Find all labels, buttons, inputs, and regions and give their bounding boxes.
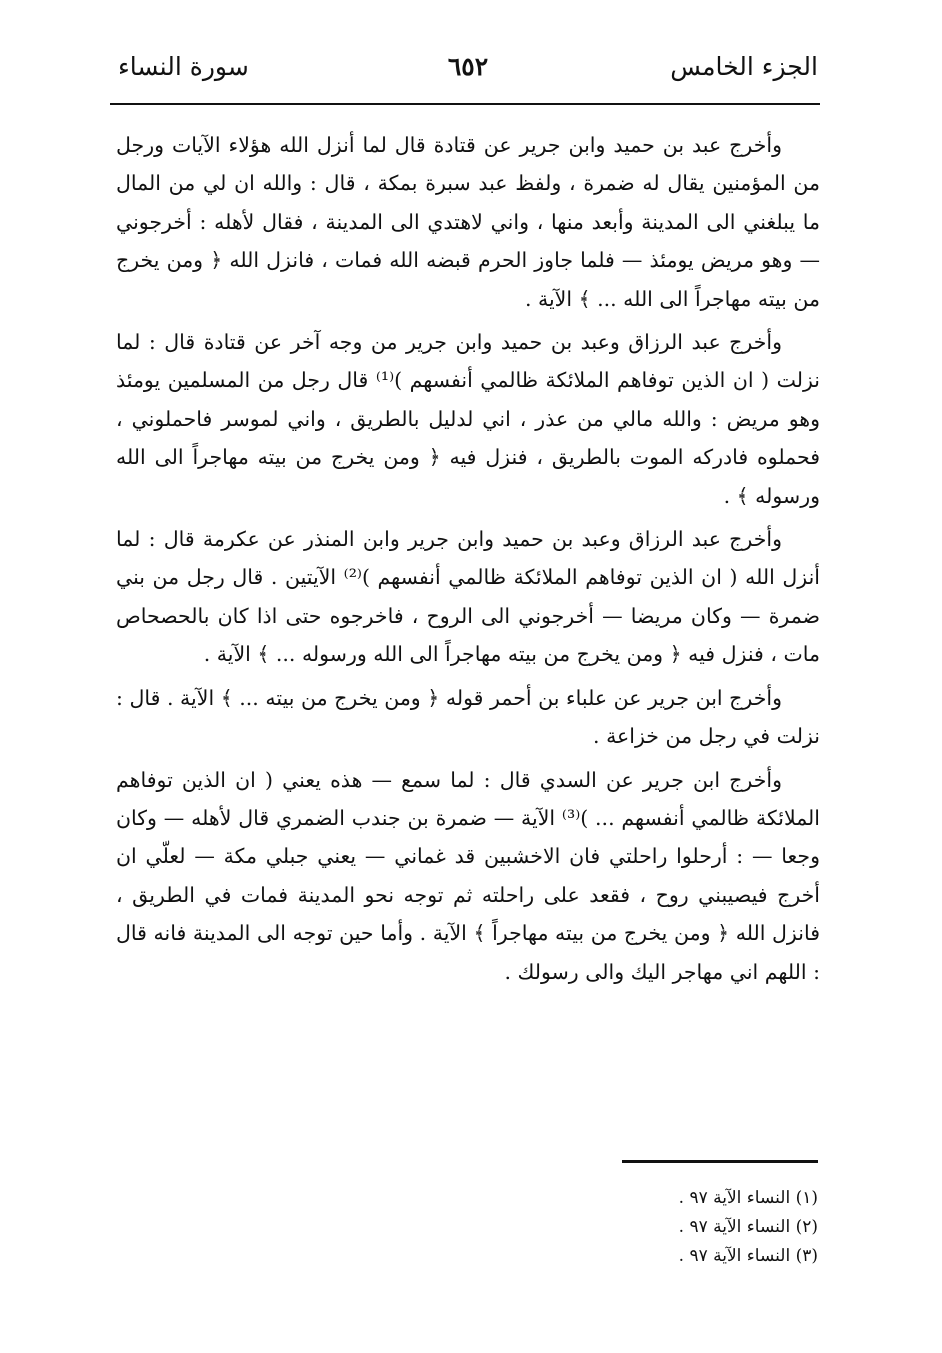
paragraph: وأخرج ابن جرير عن السدي قال : لما سمع — هذه يعني ( ان الذين توفاهم الملائكة ظالمي أنفسهم ... )⁽³⁾ الآية — ضمرة بن جندب الضمري قال لأهله — وكان وجعا — : أرحلوا راحلتي فان الاخشبين قد غماني — يعني جبلي مكة — لعلّي ان أخرج فيصيبني روح ، فقعد على راحلته ثم توجه نحو المدينة فمات في الطريق ، فانزل الله ﴿ ومن يخرج من بيته مهاجراً ﴾ الآية . وأما حين توجه الى المدينة فانه قال : اللهم اني مهاجر اليك والى رسولك .: [116, 767, 820, 984]
footnote: (٢) النساء الآية ٩٧ .: [678, 1217, 818, 1237]
header-divider: [110, 103, 820, 105]
page-number: ٦٥٢: [447, 52, 489, 81]
paragraph: وأخرج عبد الرزاق وعبد بن حميد وابن جرير من وجه آخر عن قتادة قال : لما نزلت ( ان الذين توفاهم الملائكة ظالمي أنفسهم )⁽¹⁾ قال رجل من المسلمين يومئذ وهو مريض : والله مالي من عذر ، اني لدليل بالطريق ، واني لموسر فاحملوني ، فحملوه فادركه الموت بالطريق ، فنزل فيه ﴿ ومن يخرج من بيته مهاجراً الى الله ورسوله ﴾ .: [116, 330, 820, 508]
paragraph: وأخرج ابن جرير عن علباء بن أحمر قوله ﴿ ومن يخرج من بيته ... ﴾ الآية . قال : نزلت في رجل من خزاعة .: [116, 685, 820, 749]
footnote: (١) النساء الآية ٩٧ .: [678, 1188, 818, 1208]
paragraph: وأخرج عبد الرزاق وعبد بن حميد وابن جرير وابن المنذر عن عكرمة قال : لما أنزل الله ( ان الذين توفاهم الملائكة ظالمي أنفسهم )⁽²⁾ الآيتين . قال رجل من بني ضمرة — وكان مريضا — أخرجوني الى الروح ، فاخرجوه حتى اذا كان بالحصحاص مات ، فنزل فيه ﴿ ومن يخرج من بيته مهاجراً الى الله ورسوله ... ﴾ الآية .: [116, 527, 820, 667]
footnote-divider: [622, 1160, 818, 1163]
surah-title: سورة النساء: [118, 52, 249, 81]
paragraph: وأخرج عبد بن حميد وابن جرير عن قتادة قال لما أنزل الله هؤلاء الآيات ورجل من المؤمنين يقال له ضمرة ، ولفظ عبد سبرة بمكة ، قال : والله ان لي من المال ما يبلغني الى المدينة وأبعد منها ، واني لاهتدي الى المدينة ، فقال لأهله : أخرجوني — وهو مريض يومئذ — فلما جاوز الحرم قبضه الله فمات ، فانزل الله ﴿ ومن يخرج من بيته مهاجراً الى الله ... ﴾ الآية .: [116, 133, 820, 311]
footnote: (٣) النساء الآية ٩٧ .: [678, 1246, 818, 1266]
main-text: [116, 126, 820, 996]
footnotes: [560, 1184, 818, 1271]
part-title: الجزء الخامس: [670, 52, 818, 81]
running-header: [118, 44, 818, 94]
